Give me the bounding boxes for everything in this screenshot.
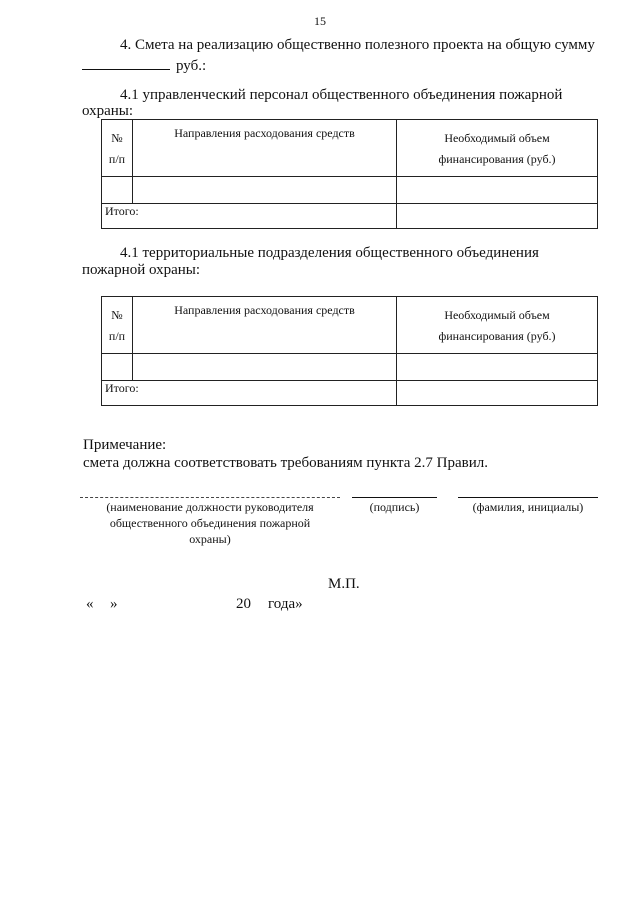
- col-num-header: № п/п: [102, 297, 133, 354]
- cell-direction[interactable]: [133, 354, 397, 381]
- cell-direction[interactable]: [133, 177, 397, 204]
- sum-blank-field[interactable]: [82, 55, 170, 70]
- note-title: Примечание:: [83, 437, 167, 453]
- name-line[interactable]: [458, 497, 598, 498]
- total-amount-cell[interactable]: [397, 204, 598, 229]
- position-line[interactable]: [80, 497, 340, 498]
- signature-caption: (подпись): [369, 500, 420, 514]
- section41a-line2: охраны:: [82, 103, 134, 119]
- table-row: [102, 177, 598, 204]
- cell-num[interactable]: [102, 354, 133, 381]
- section41b-line1: 4.1 территориальные подразделения общественного объединения: [120, 245, 539, 261]
- section41a-line1: 4.1 управленческий персонал общественного объединения пожарной: [120, 87, 563, 103]
- date-quote-close: »: [110, 596, 118, 612]
- table-territorial-units: [101, 296, 598, 406]
- date-year-suffix: года»: [268, 596, 303, 612]
- stamp-label: М.П.: [328, 576, 360, 592]
- table-total-row: [102, 381, 598, 406]
- col-num-header: № п/п: [102, 120, 133, 177]
- table-header-row: [102, 120, 598, 177]
- position-caption: (наименование должности руководителя общественного объединения пожарной охраны): [106, 500, 314, 546]
- col-amount-header: Необходимый объем финансирования (руб.): [397, 120, 598, 177]
- page-number: 15: [314, 14, 326, 28]
- table-header-row: [102, 297, 598, 354]
- total-label: Итого:: [102, 381, 397, 406]
- name-caption: (фамилия, инициалы): [472, 500, 584, 514]
- total-amount-cell[interactable]: [397, 381, 598, 406]
- table-total-row: [102, 204, 598, 229]
- date-quote-open: «: [86, 596, 94, 612]
- date-year-prefix: 20: [236, 596, 251, 612]
- section4-line2: [82, 55, 206, 76]
- table-row: [102, 354, 598, 381]
- table-management-staff: [101, 119, 598, 229]
- cell-amount[interactable]: [397, 354, 598, 381]
- total-label: Итого:: [102, 204, 397, 229]
- cell-num[interactable]: [102, 177, 133, 204]
- col-direction-header: Направления расходования средств: [133, 297, 397, 354]
- col-amount-header: Необходимый объем финансирования (руб.): [397, 297, 598, 354]
- col-direction-header: Направления расходования средств: [133, 120, 397, 177]
- signature-line[interactable]: [352, 497, 437, 498]
- section4-suffix: руб.:: [176, 58, 207, 74]
- section4-line1: 4. Смета на реализацию общественно полезного проекта на общую сумму: [120, 37, 595, 53]
- note-text: смета должна соответствовать требованиям пункта 2.7 Правил.: [83, 455, 488, 471]
- cell-amount[interactable]: [397, 177, 598, 204]
- section41b-line2: пожарной охраны:: [82, 262, 201, 278]
